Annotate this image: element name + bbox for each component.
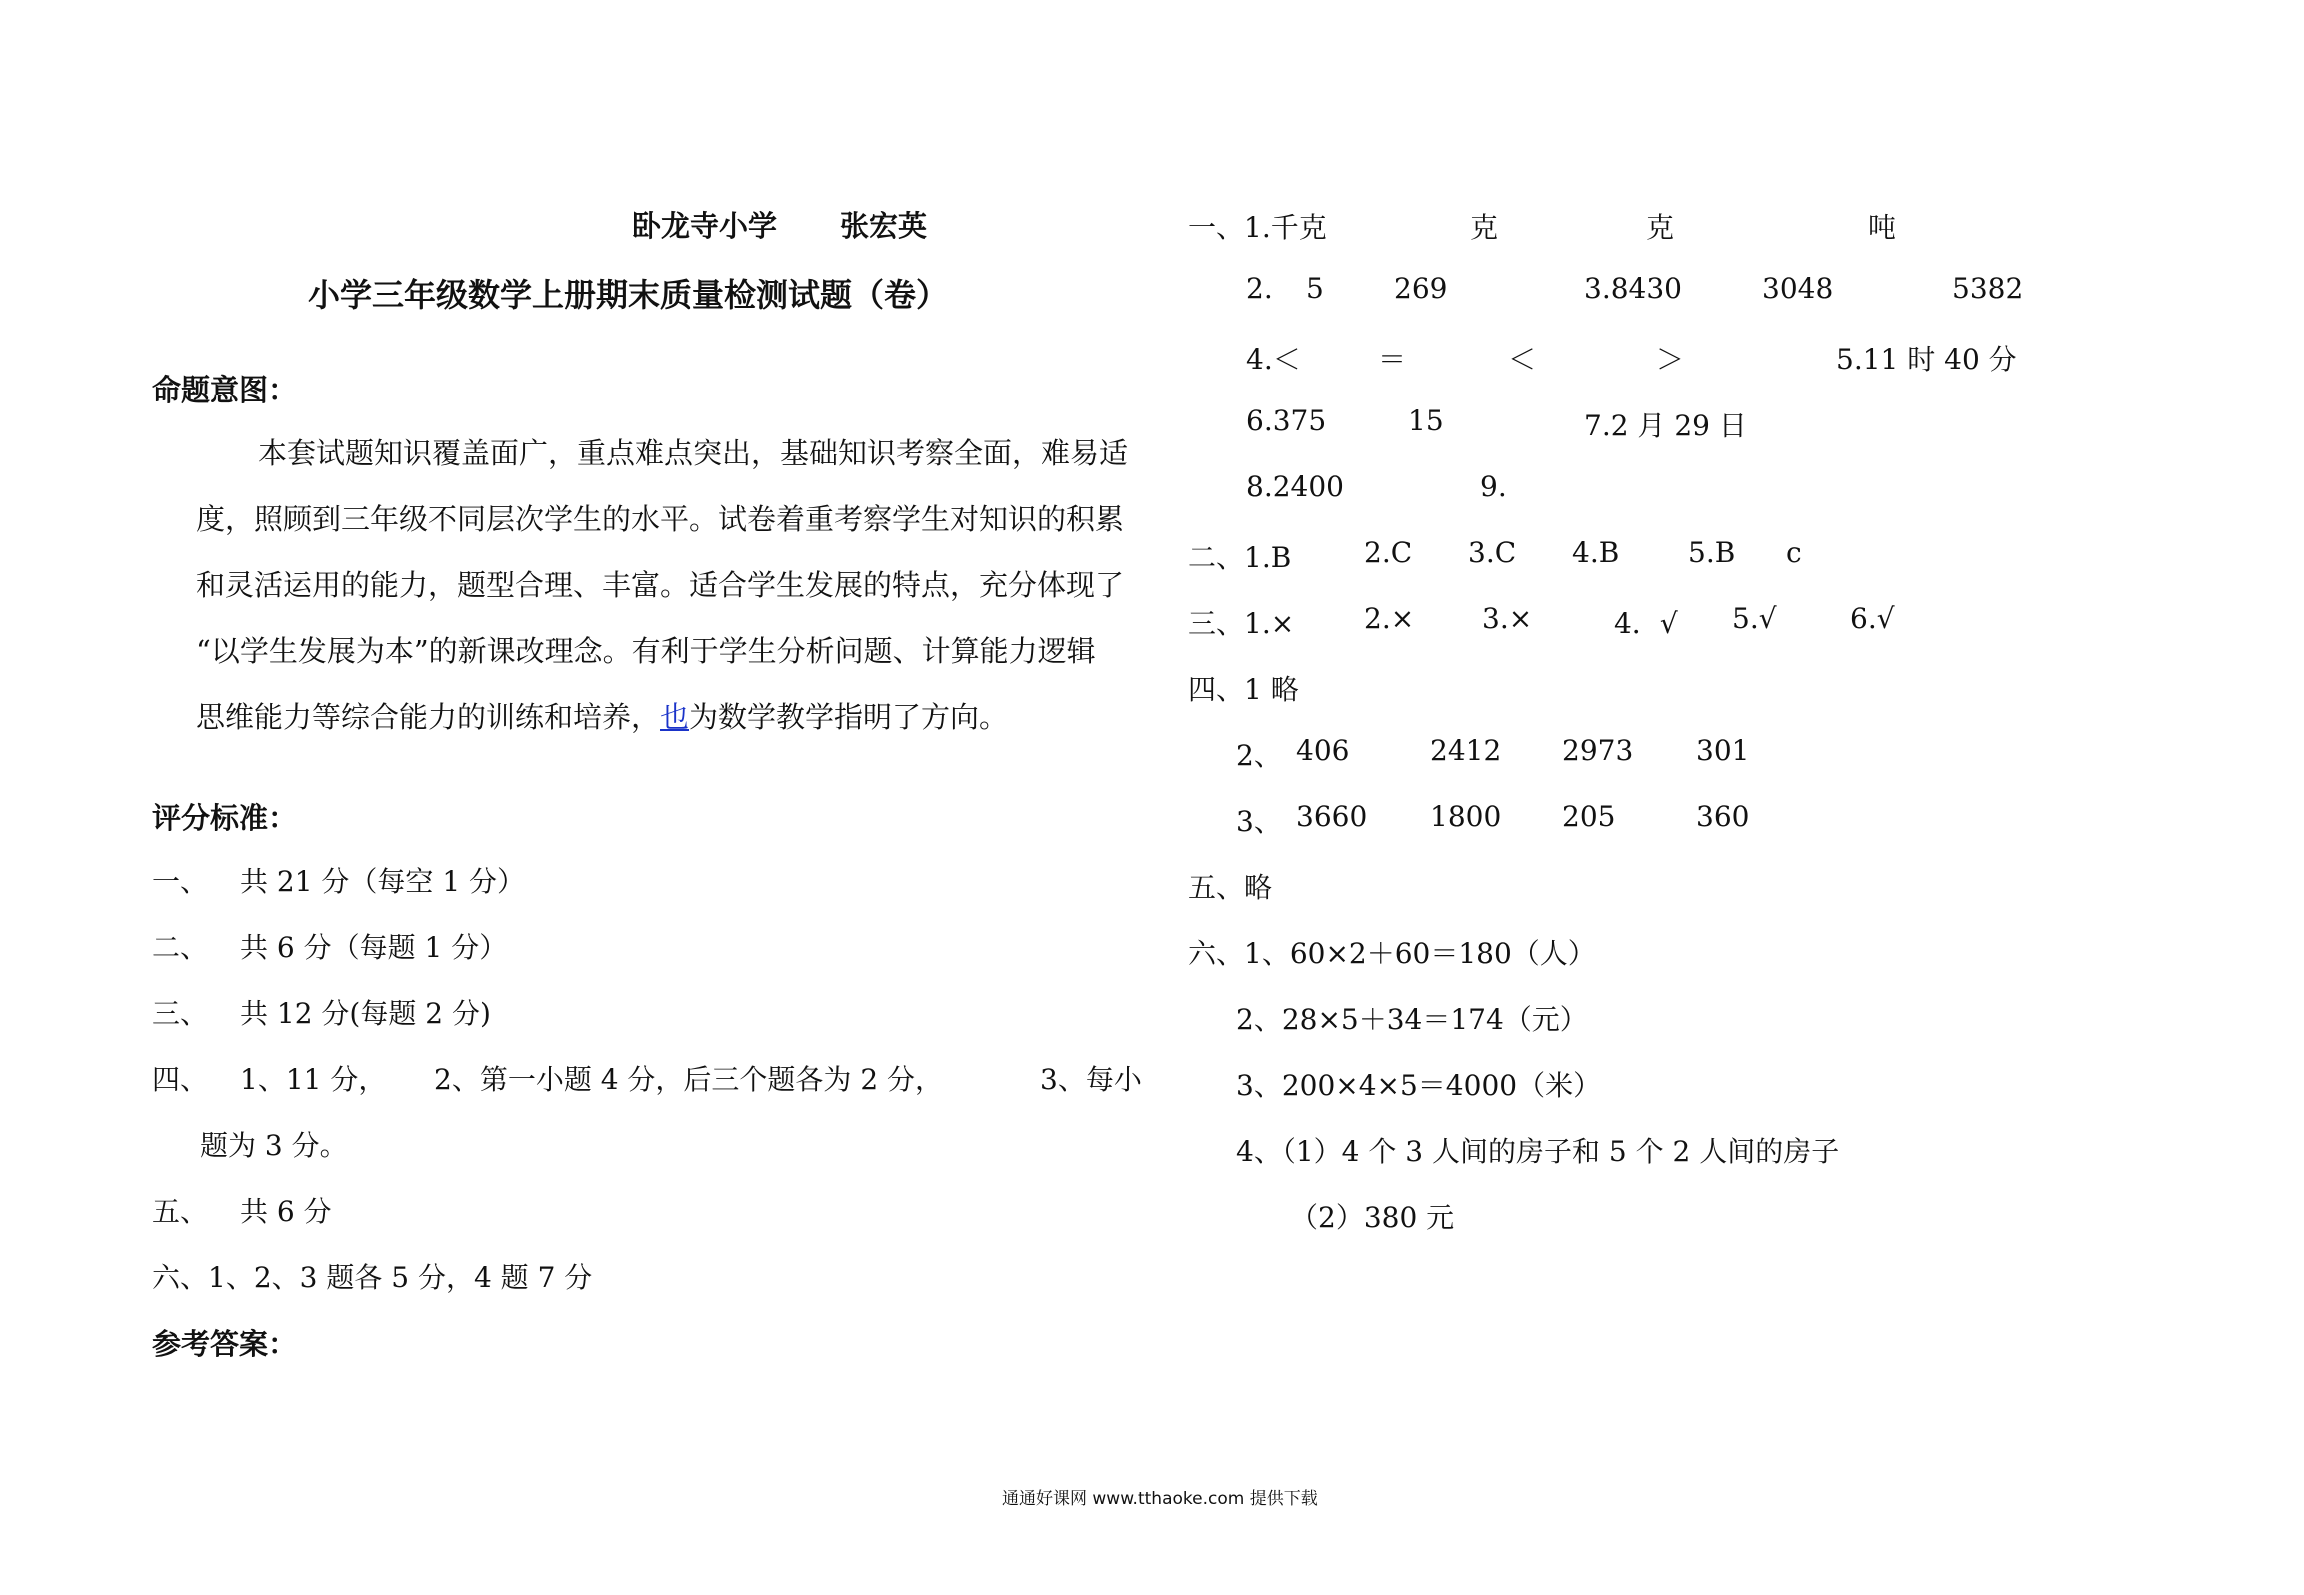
answer-two-5: 5.B [1688,536,1736,569]
answer-4-d: ＞ [1656,343,1685,376]
answer-five: 五、略 [1188,871,1273,904]
answer-four-3-b: 1800 [1430,800,1502,833]
scoring-4-continued: 题为 3 分。 [200,1129,348,1162]
answer-two-3: 3.C [1468,536,1517,569]
scoring-six: 六、1、2、3 题各 5 分，4 题 7 分 [152,1261,593,1294]
answer-four-3-c: 205 [1562,800,1616,833]
answer-four-3-a: 3660 [1296,800,1368,833]
scoring-num-4: 四、 [152,1063,209,1096]
answer-7: 7.2 月 29 日 [1584,409,1747,442]
answer-four-3-d: 360 [1696,800,1750,833]
scoring-num-3: 三、 [152,997,209,1030]
answer-2-b: 269 [1394,272,1448,305]
intent-line-5 [196,684,1008,750]
scoring-heading: 评分标准： [152,801,298,835]
answer-6-b: 15 [1408,404,1444,437]
scoring-num-5: 五、 [152,1195,209,1228]
page-footer: 通通好课网 www.tthaoke.com 提供下载 [1002,1489,1318,1509]
answer-6-a: 6.375 [1246,404,1327,437]
scoring-text-1: 共 21 分（每空 1 分） [240,865,526,898]
answer-three-3: 3.× [1482,602,1533,635]
answer-two-1: 二、1.B [1188,541,1292,574]
answer-three-6: 6.√ [1850,602,1895,635]
intent-line-5-before: 思维能力等综合能力的训练和培养， [196,700,661,734]
page-title: 小学三年级数学上册期末质量检测试题（卷） [308,276,949,314]
answer-5: 5.11 时 40 分 [1836,343,2017,376]
answer-2-a: 5 [1306,272,1324,305]
scoring-4-part-2: 2、第一小题 4 分，后三个题各为 2 分， [434,1063,944,1096]
answer-2-label: 2. [1246,272,1273,305]
answer-four-2-c: 2973 [1562,734,1634,767]
answer-six-4-2: （2）380 元 [1290,1201,1455,1234]
answer-six-1: 六、1、60×2＋60＝180（人） [1188,937,1596,970]
answer-1-2: 克 [1470,211,1499,244]
answer-1-3: 克 [1646,211,1675,244]
answer-four-2-b: 2412 [1430,734,1502,767]
author-name: 张宏英 [840,209,928,243]
answer-four-3-label: 3、 [1236,805,1282,838]
scoring-num-1: 一、 [152,865,209,898]
answer-three-4: 4．√ [1614,607,1678,640]
answer-1-4: 吨 [1868,211,1897,244]
scoring-text-3: 共 12 分(每题 2 分) [240,997,491,1030]
school-name: 卧龙寺小学 [632,209,778,243]
scoring-4-part-1: 1、11 分， [240,1063,387,1096]
scoring-text-2: 共 6 分（每题 1 分） [240,931,508,964]
answer-4-b: ＝ [1378,343,1407,376]
answer-3-b: 3048 [1762,272,1834,305]
answer-two-2: 2.C [1364,536,1413,569]
answer-3-a: 3.8430 [1584,272,1682,305]
answers-heading: 参考答案： [152,1327,298,1361]
intent-line-3: 和灵活运用的能力，题型合理、丰富。适合学生发展的特点，充分体现了 [196,568,1125,602]
answer-six-4-1: 4、（1）4 个 3 人间的房子和 5 个 2 人间的房子 [1236,1135,1840,1168]
answer-9: 9. [1480,470,1507,503]
scoring-text-5: 共 6 分 [240,1195,332,1228]
scoring-4-part-3: 3、每小 [1040,1063,1142,1096]
answer-four-2-label: 2、 [1236,739,1282,772]
answer-8: 8.2400 [1246,470,1344,503]
answer-3-c: 5382 [1952,272,2024,305]
answer-four-2-a: 406 [1296,734,1350,767]
answer-four-heading: 四、1 略 [1188,673,1299,706]
intent-line-1: 本套试题知识覆盖面广，重点难点突出，基础知识考察全面，难易适 [258,436,1129,470]
intent-line-2: 度，照顾到三年级不同层次学生的水平。试卷着重考察学生对知识的积累 [196,502,1125,536]
intent-line-4: “以学生发展为本”的新课改理念。有利于学生分析问题、计算能力逻辑 [196,634,1096,668]
answer-six-2: 2、28×5＋34＝174（元） [1236,1003,1588,1036]
answer-two-6: c [1786,536,1802,569]
answer-4-a: 4.＜ [1246,343,1301,376]
answer-three-5: 5.√ [1732,602,1777,635]
answer-4-c: ＜ [1508,343,1537,376]
answer-six-3: 3、200×4×5＝4000（米） [1236,1069,1602,1102]
intent-heading: 命题意图： [152,373,298,407]
intent-line-5-after: 为数学教学指明了方向。 [689,700,1009,734]
answer-four-2-d: 301 [1696,734,1750,767]
answer-two-4: 4.B [1572,536,1620,569]
answer-1-1: 一、1.千克 [1188,211,1327,244]
scoring-num-2: 二、 [152,931,209,964]
intent-link[interactable]: 也 [660,700,690,734]
answer-three-1: 三、1.× [1188,607,1295,640]
answer-three-2: 2.× [1364,602,1415,635]
